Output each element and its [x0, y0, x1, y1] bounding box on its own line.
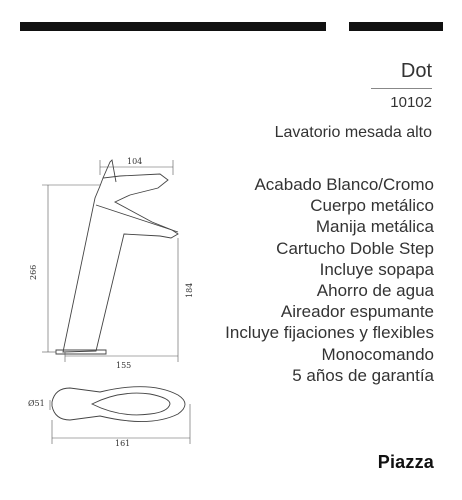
feature-item: Acabado Blanco/Cromo [254, 175, 434, 194]
product-description: Lavatorio mesada alto [274, 124, 432, 141]
dim-label-handle: 104 [127, 157, 143, 166]
feature-item: Incluye sopapa [319, 259, 434, 279]
feature-item: Cartucho Doble Step [276, 238, 434, 258]
dim-label-base-diameter: Ø51 [28, 399, 45, 408]
handle-top-outline [92, 393, 170, 415]
dim-label-total-height: 266 [29, 264, 38, 280]
feature-item: Ahorro de agua [316, 281, 434, 301]
feature-list [225, 174, 434, 386]
handle-outline [103, 160, 116, 182]
model-name: Dot [400, 60, 432, 82]
faucet-side-outline [63, 174, 178, 352]
header-bar-accent [349, 22, 443, 31]
title-divider [371, 88, 432, 89]
feature-item: Manija metálica [315, 217, 434, 237]
feature-item: Monocomando [321, 344, 434, 364]
spout-outline [96, 205, 178, 232]
dim-label-spout-reach: 155 [116, 361, 132, 370]
dim-label-top-length: 161 [115, 439, 131, 448]
feature-item: 5 años de garantía [292, 365, 434, 385]
brand-logo: Piazza [377, 452, 434, 472]
feature-item: Aireador espumante [280, 302, 434, 322]
product-code: 10102 [390, 94, 432, 111]
feature-item: Cuerpo metálico [310, 196, 434, 216]
faucet-top-outline [52, 387, 185, 422]
dim-label-spout-height: 184 [185, 282, 194, 298]
feature-item: Incluye fijaciones y flexibles [225, 323, 434, 343]
technical-drawing [0, 0, 240, 470]
